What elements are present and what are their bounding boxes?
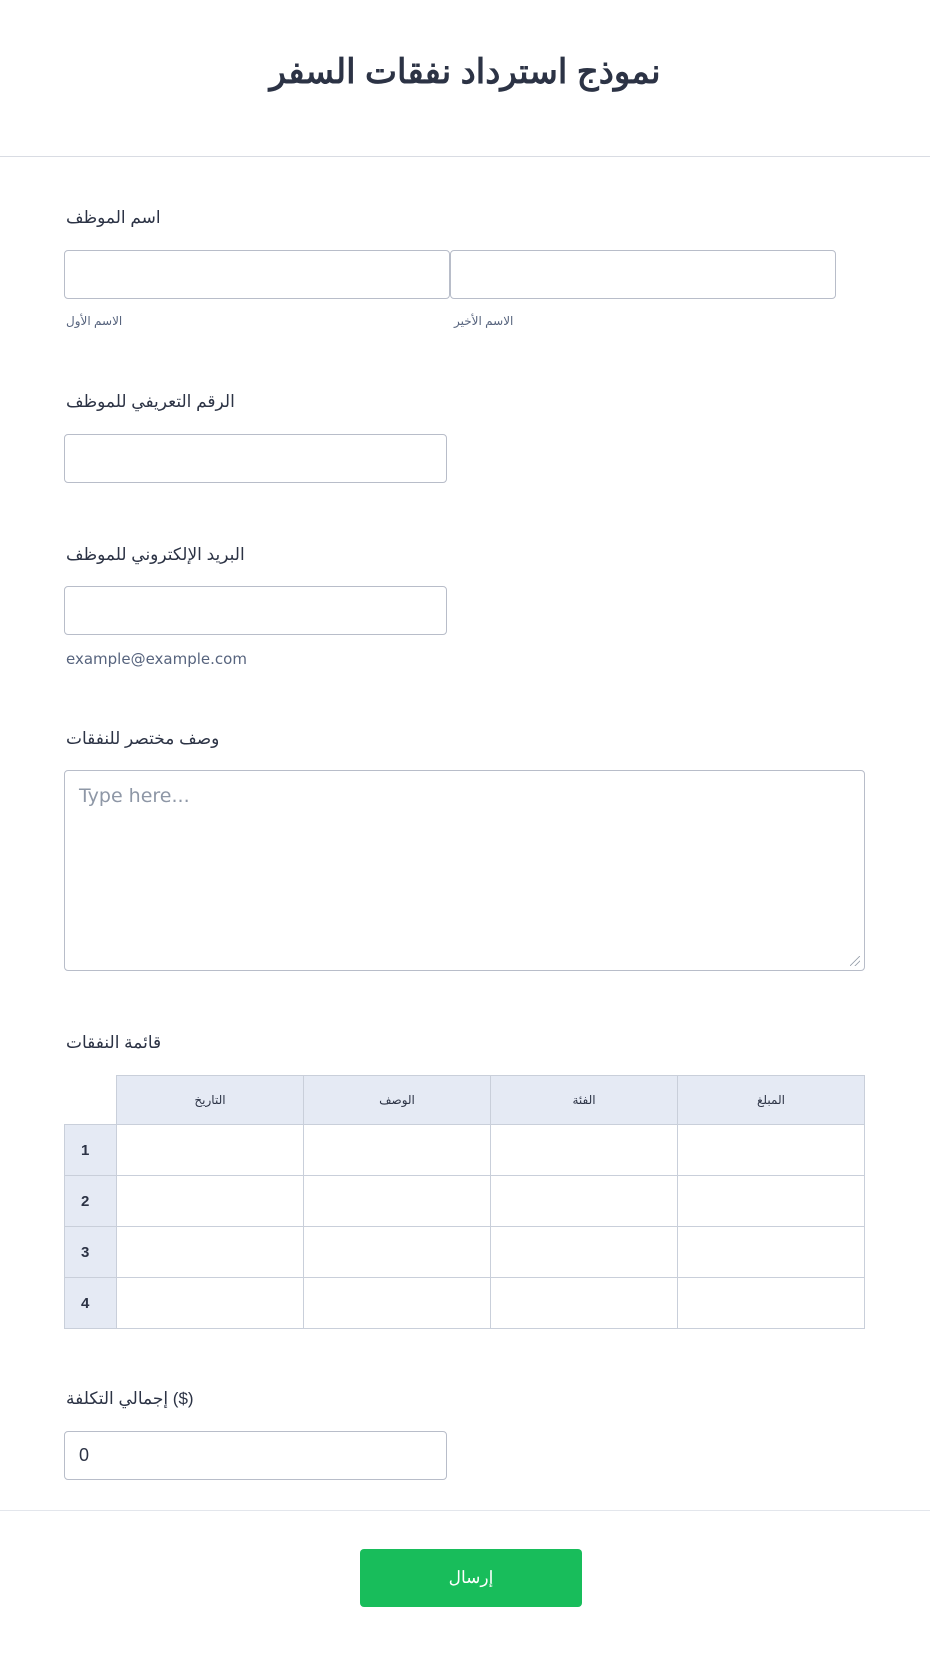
submit-button[interactable]: إرسال bbox=[360, 1549, 582, 1607]
table-cell-description[interactable] bbox=[304, 1176, 491, 1227]
last-name-sublabel: الاسم الأخير bbox=[454, 314, 514, 328]
table-row bbox=[65, 1176, 865, 1227]
table-cell-date[interactable] bbox=[117, 1176, 304, 1227]
table-cell-description[interactable] bbox=[304, 1278, 491, 1329]
expense-list-label: قائمة النفقات bbox=[66, 1033, 162, 1052]
first-name-sublabel: الاسم الأول bbox=[66, 314, 123, 328]
table-cell-category[interactable] bbox=[491, 1125, 678, 1176]
table-row bbox=[65, 1278, 865, 1329]
table-row bbox=[65, 1227, 865, 1278]
total-cost-input[interactable]: 0 bbox=[64, 1431, 447, 1480]
employee-name-label: اسم الموظف bbox=[66, 208, 161, 227]
description-label: وصف مختصر للنفقات bbox=[66, 729, 220, 748]
table-cell-description[interactable] bbox=[304, 1125, 491, 1176]
column-header-amount: المبلغ bbox=[678, 1076, 865, 1125]
table-cell-amount[interactable] bbox=[678, 1176, 865, 1227]
employee-id-input[interactable] bbox=[64, 434, 447, 483]
table-row bbox=[65, 1125, 865, 1176]
table-cell-date[interactable] bbox=[117, 1227, 304, 1278]
column-header-category: الفئة bbox=[491, 1076, 678, 1125]
total-cost-label: إجمالي التكلفة ($) bbox=[66, 1389, 194, 1408]
employee-id-label: الرقم التعريفي للموظف bbox=[66, 392, 235, 411]
form-header bbox=[0, 0, 930, 157]
first-name-input[interactable] bbox=[64, 250, 450, 299]
column-header-date: التاريخ bbox=[117, 1076, 304, 1125]
description-placeholder: Type here... bbox=[79, 785, 190, 807]
employee-email-input[interactable] bbox=[64, 586, 447, 635]
table-header-row bbox=[65, 1076, 865, 1125]
table-cell-description[interactable] bbox=[304, 1227, 491, 1278]
table-cell-category[interactable] bbox=[491, 1227, 678, 1278]
table-cell-date[interactable] bbox=[117, 1125, 304, 1176]
row-number: 1 bbox=[65, 1125, 117, 1176]
form-title: نموذج استرداد نفقات السفر bbox=[269, 53, 661, 91]
table-cell-amount[interactable] bbox=[678, 1125, 865, 1176]
row-number: 4 bbox=[65, 1278, 117, 1329]
table-cell-date[interactable] bbox=[117, 1278, 304, 1329]
employee-email-label: البريد الإلكتروني للموظف bbox=[66, 545, 245, 564]
email-hint: example@example.com bbox=[66, 650, 247, 668]
last-name-input[interactable] bbox=[450, 250, 836, 299]
column-header-description: الوصف bbox=[304, 1076, 491, 1125]
table-cell-amount[interactable] bbox=[678, 1227, 865, 1278]
row-number: 3 bbox=[65, 1227, 117, 1278]
row-number: 2 bbox=[65, 1176, 117, 1227]
table-cell-category[interactable] bbox=[491, 1278, 678, 1329]
footer-divider bbox=[0, 1510, 930, 1511]
expense-table bbox=[64, 1075, 865, 1329]
table-cell-amount[interactable] bbox=[678, 1278, 865, 1329]
description-textarea[interactable] bbox=[64, 770, 865, 971]
table-cell-category[interactable] bbox=[491, 1176, 678, 1227]
table-corner bbox=[65, 1076, 117, 1125]
resize-handle-icon[interactable] bbox=[850, 956, 860, 966]
